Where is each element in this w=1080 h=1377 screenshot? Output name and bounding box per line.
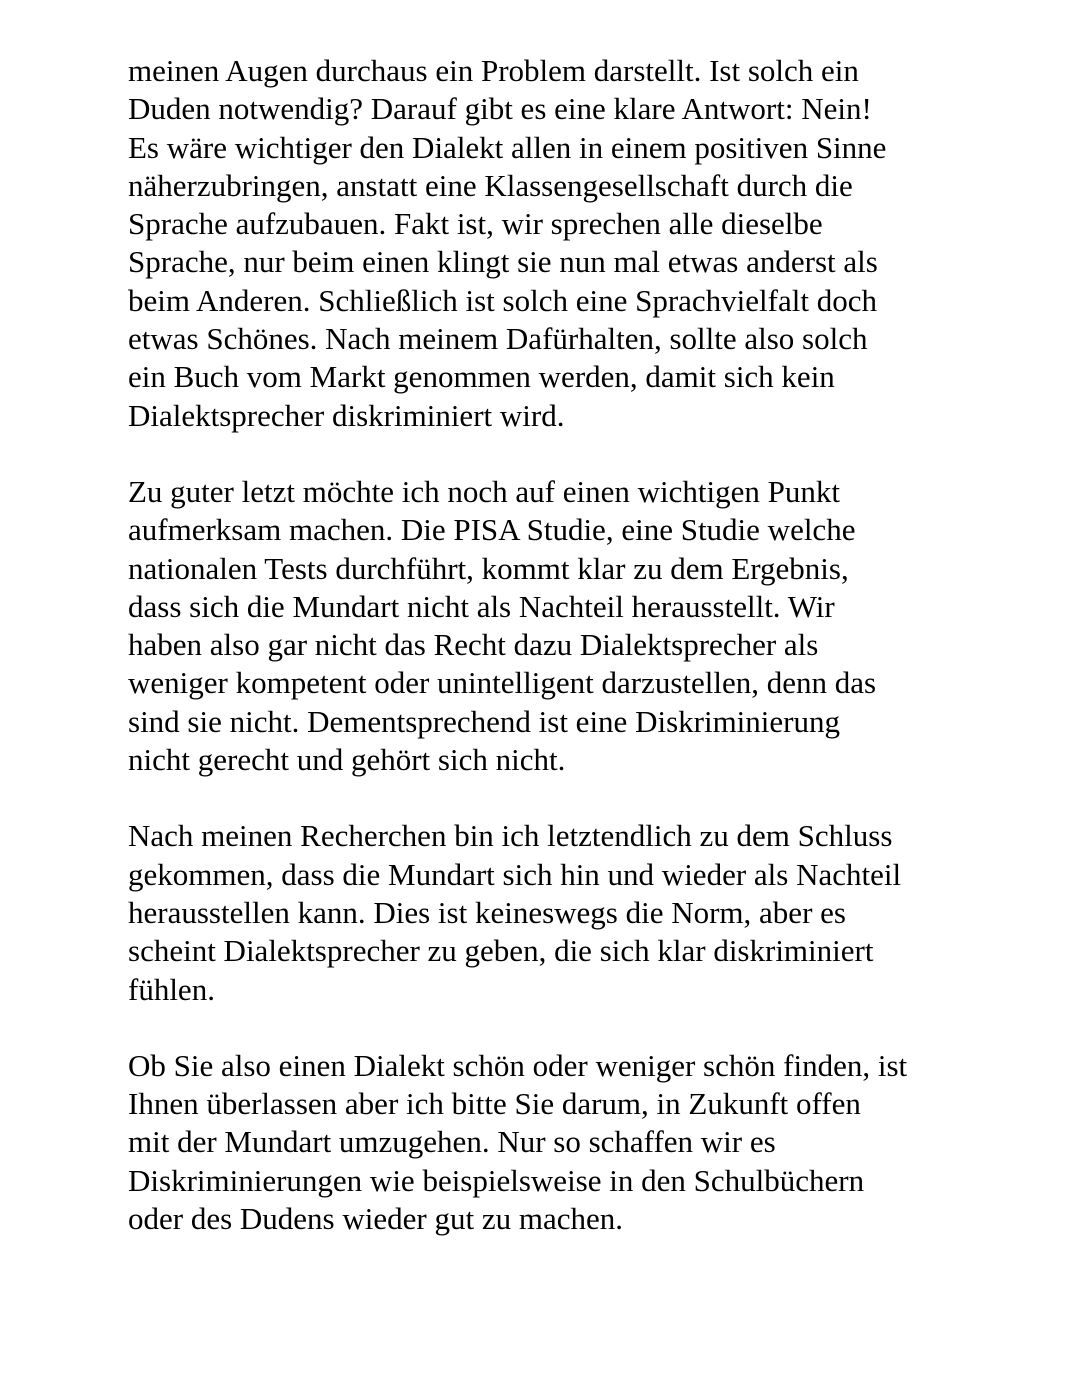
paragraph-4 (128, 1047, 1008, 1238)
text-line: Sprache aufzubauen. Fakt ist, wir sprechen alle dieselbe (128, 206, 823, 242)
text-line: aufmerksam machen. Die PISA Studie, eine Studie welche (128, 512, 856, 548)
document-page (128, 52, 1008, 1276)
text-line: sind sie nicht. Dementsprechend ist eine Diskriminierung (128, 703, 840, 739)
text-line: dass sich die Mundart nicht als Nachteil herausstellt. Wir (128, 588, 835, 624)
text-line: fühlen. (128, 971, 215, 1007)
text-line: Nach meinen Recherchen bin ich letztendlich zu dem Schluss (128, 818, 893, 854)
text-line: näherzubringen, anstatt eine Klassengesellschaft durch die (128, 167, 853, 203)
text-line: haben also gar nicht das Recht dazu Dialektsprecher als (128, 627, 819, 663)
text-line: scheint Dialektsprecher zu geben, die sich klar diskriminiert (128, 933, 874, 969)
text-line: gekommen, dass die Mundart sich hin und wieder als Nachteil (128, 856, 902, 892)
text-line: weniger kompetent oder unintelligent darzustellen, denn das (128, 665, 877, 701)
text-line: ein Buch vom Markt genommen werden, damit sich kein (128, 359, 835, 395)
text-line: Ob Sie also einen Dialekt schön oder weniger schön finden, ist (128, 1047, 908, 1083)
text-line: Diskriminierungen wie beispielsweise in den Schulbüchern (128, 1162, 865, 1198)
paragraph-1 (128, 52, 1008, 435)
paragraph-2 (128, 473, 1008, 779)
text-line: Dialektsprecher diskriminiert wird. (128, 397, 565, 433)
text-line: nicht gerecht und gehört sich nicht. (128, 742, 566, 778)
text-line: beim Anderen. Schließlich ist solch eine Sprachvielfalt doch (128, 282, 877, 318)
text-line: mit der Mundart umzugehen. Nur so schaffen wir es (128, 1124, 776, 1160)
text-line: herausstellen kann. Dies ist keineswegs die Norm, aber es (128, 894, 846, 930)
text-line: Ihnen überlassen aber ich bitte Sie darum, in Zukunft offen (128, 1086, 861, 1122)
paragraph-3 (128, 817, 1008, 1008)
text-line: meinen Augen durchaus ein Problem darstellt. Ist solch ein (128, 53, 859, 88)
text-line: Zu guter letzt möchte ich noch auf einen wichtigen Punkt (128, 473, 840, 509)
text-line: Duden notwendig? Darauf gibt es eine klare Antwort: Nein! (128, 91, 872, 127)
text-line: oder des Dudens wieder gut zu machen. (128, 1201, 623, 1237)
text-line: Es wäre wichtiger den Dialekt allen in einem positiven Sinne (128, 129, 887, 165)
text-line: Sprache, nur beim einen klingt sie nun mal etwas anderst als (128, 244, 878, 280)
text-line: etwas Schönes. Nach meinem Dafürhalten, sollte also solch (128, 321, 868, 357)
text-line: nationalen Tests durchführt, kommt klar zu dem Ergebnis, (128, 550, 849, 586)
